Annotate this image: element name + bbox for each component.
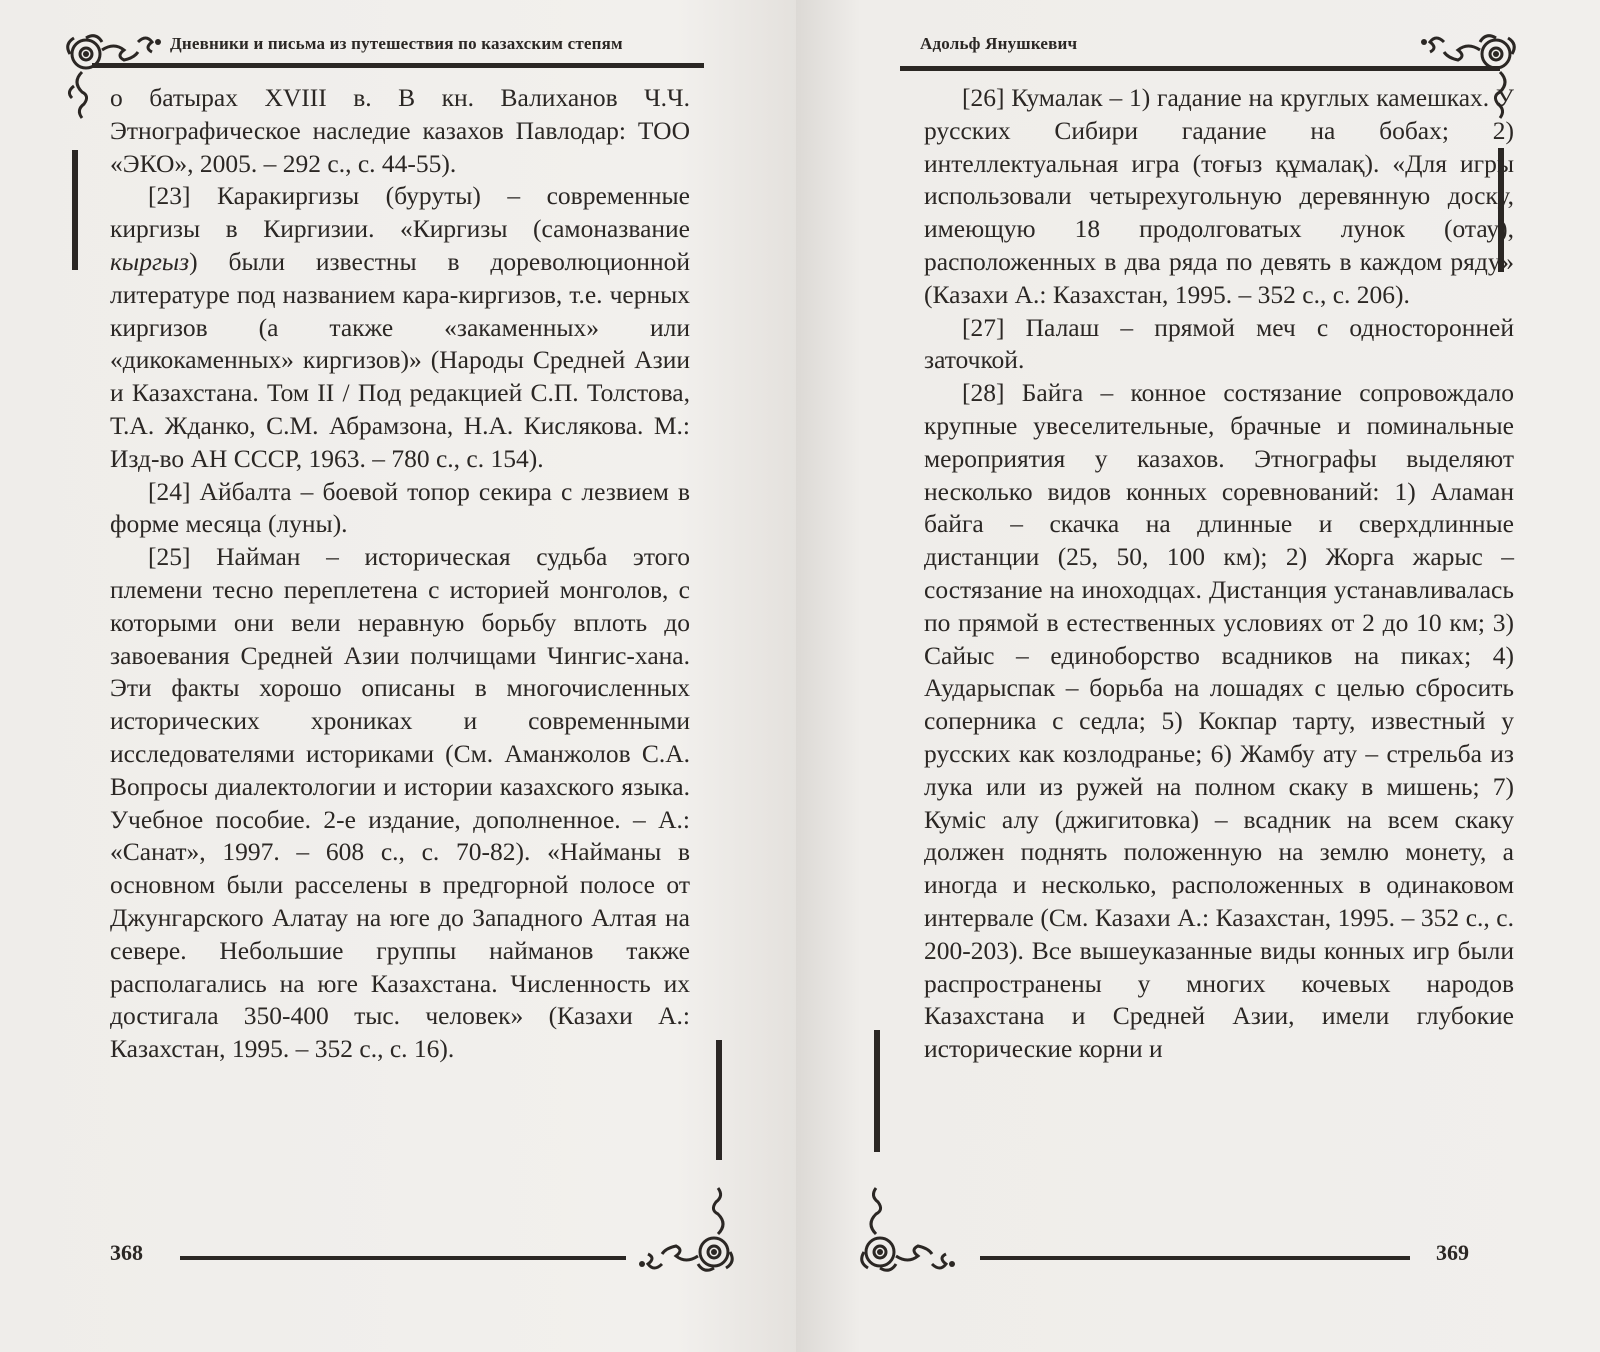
paragraph-text: о батырах XVIII в. В кн. Валиханов Ч.Ч. Этнографическое наследие казахов Павлодар: ТОО «ЭКО», 2005. – 292 с., с. 44-55). xyxy=(110,83,690,178)
left-page xyxy=(0,0,796,1352)
side-bar-ornament xyxy=(716,1040,722,1160)
header-rule xyxy=(900,66,1500,71)
footnote-paragraph xyxy=(924,312,1514,378)
page-body-text xyxy=(924,82,1514,1066)
footnote-paragraph xyxy=(110,82,690,180)
header-rule xyxy=(92,63,704,68)
italic-term: кыргыз xyxy=(110,246,190,276)
side-bar-ornament xyxy=(72,150,78,270)
paragraph-text: [28] Байга – конное состязание сопровождало крупные увеселительные, брачные и поминальные мероприятия у казахов. Этнографы выделяют несколько видов конных соревнований: 1) Аламан байга – скачка на длинные и сверхдлинные дистанции (25, 50, 100 км); 2) Жорга жарыс – состязание на иноходцах. Дистанция устанавливалась по прямой в естественных условиях от 2 до 10 км; 3) Сайыс – единоборство всадников на пиках; 4) Аударыспак – борьба на лошадях с целью сбросить соперника с седла; 5) Кокпар тарту, известный у русских как козлодранье; 6) Жамбу ату – стрельба из лука или из ружей на полном скаку в мишень; 7) Куміс алу (джигитовка) – всадник на всем скаку должен поднять положенную на землю монету, а иногда и несколько, расположенных в одинаковом интервале (См. Казахи А.: Казахстан, 1995. – 352 с., с. 200-203). Все вышеуказанные виды конных игр были распространены у многих кочевых народов Казахстана и Средней Азии, имели глубокие исторические корни и xyxy=(924,378,1514,1064)
page-number: 368 xyxy=(110,1240,143,1265)
kazakh-ornament-icon xyxy=(630,1168,742,1278)
paragraph-text: [23] Каракиргизы (буруты) – современные киргизы в Киргизии. «Киргизы (самоназвание xyxy=(110,181,690,244)
page-number: 369 xyxy=(1436,1240,1469,1265)
footnote-paragraph xyxy=(110,476,690,542)
footnote-paragraph xyxy=(110,541,690,1066)
footnote-paragraph xyxy=(924,377,1514,1066)
right-page xyxy=(796,0,1600,1352)
paragraph-text: [24] Айбалта – боевой топор секира с лезвием в форме месяца (луны). xyxy=(110,476,690,539)
side-bar-ornament xyxy=(874,1030,880,1152)
footnote-paragraph xyxy=(110,180,690,475)
running-head: Адольф Янушкевич xyxy=(920,34,1078,53)
page-body-text xyxy=(110,82,690,1066)
paragraph-text: [27] Палаш – прямой меч с односторонней заточкой. xyxy=(924,312,1514,375)
paragraph-text: [25] Найман – историческая судьба этого племени тесно переплетена с историей монголов, с которыми они вели неравную борьбу вплоть до завоевания Средней Азии полчищами Чингис-хана. Эти факты хорошо описаны в многочисленных исторических хрониках и современными исследователями историками (См. Аманжолов С.А. Вопросы диалектологии и истории казахского языка. Учебное пособие. 2-е издание, дополненное. – А.: «Санат», 1997. – 608 с., с. 70-82). «Найманы в основном были расселены в предгорной полосе от Джунгарского Алатау на юге до Западного Алтая на севере. Небольшие группы найманов также располагались на юге Казахстана. Численность их достигала 350-400 тыс. человек» (Казахи А.: Казахстан, 1995. – 352 с., с. 16). xyxy=(110,542,690,1064)
running-head: Дневники и письма из путешествия по казахским степям xyxy=(170,34,623,53)
footer-rule xyxy=(980,1256,1410,1260)
paragraph-text: ) были известны в дореволюционной литературе под названием кара-киргизов, т.е. черных киргизов (а также «закаменных» или «дикокаменных» киргизов)» (Народы Средней Азии и Казахстана. Том II / Под редакцией С.П. Толстова, Т.А. Жданко, С.М. Абрамзона, Н.А. Кислякова. М.: Изд-во АН СССР, 1963. – 780 с., с. 154). xyxy=(110,246,690,473)
paragraph-text: [26] Кумалак – 1) гадание на круглых камешках. У русских Сибири гадание на бобах; 2) интеллектуальная игра (тоғыз құмалақ). «Для игры использовали четырехугольную деревянную доску, имеющую 18 продолговатых лунок (отау), расположенных в два ряда по девять в каждом ряду» (Казахи А.: Казахстан, 1995. – 352 с., с. 206). xyxy=(924,83,1514,309)
footnote-paragraph xyxy=(924,82,1514,312)
footer-rule xyxy=(180,1256,626,1260)
kazakh-ornament-icon xyxy=(854,1168,966,1278)
